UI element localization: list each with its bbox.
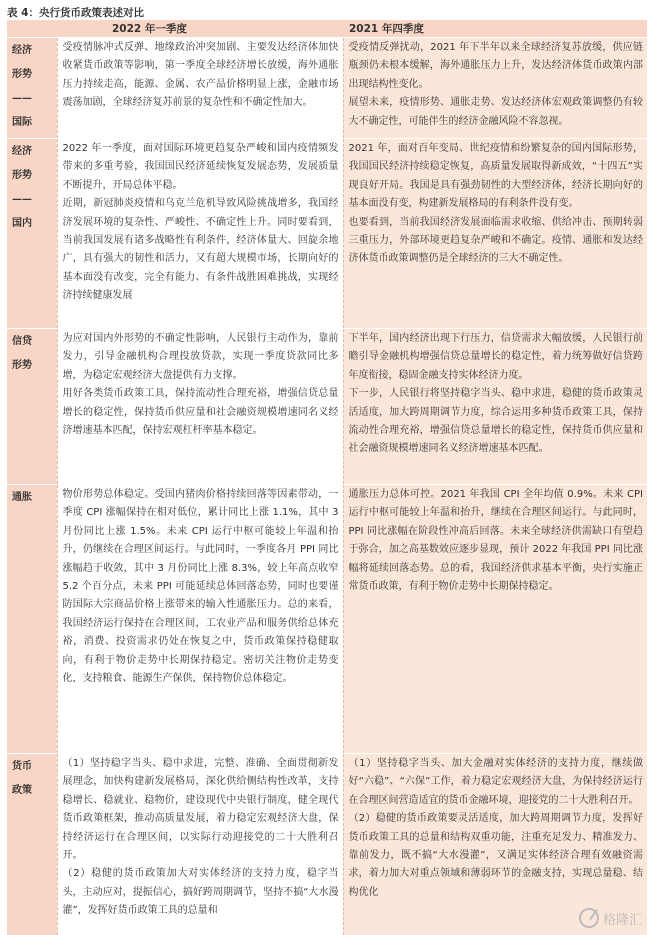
table-caption: 表 4：央行货币政策表述对比 xyxy=(7,5,144,20)
watermark-text: 格隆汇 xyxy=(603,909,642,928)
table-row xyxy=(7,754,647,935)
table-header-row xyxy=(7,20,647,38)
row-label-domestic-economy: 经济 形势 —— 国内 xyxy=(7,139,57,329)
table-row xyxy=(7,329,647,485)
cell-2022q1-inflation: 物价形势总体稳定。受国内猪肉价格持续回落等因素带动，一季度 CPI 涨幅保持在相对低位，累计同比上涨 1.1%，其中 3 月份同比上涨 1.5%。未来 CPI 运行中枢可能较上年温和抬升，仍继续在合理区间运行。与此同时，一季度各月 PPI 同比涨幅趋于收敛，其中 3 月份同比上涨 8.3%，较上年高点收窄 5.2 个百分点，未来 PPI 可能延续总体回落态势，同时也要谨防国际大宗商品价格上涨带来的输入性通胀压力。总的来看，我国经济运行保持在合理区间，工农业产品和服务供给总体充裕，消费、投资需求仍处在恢复之中，货币政策保持稳健取向，有利于物价走势中长期保持稳定。密切关注物价走势变化，支持粮食、能源生产保供，保持物价总体稳定。 xyxy=(57,485,343,754)
header-corner xyxy=(7,20,57,38)
header-2022q1: 2022 年一季度 xyxy=(57,20,343,38)
table-row xyxy=(7,38,647,139)
row-label-credit: 信贷 形势 xyxy=(7,329,57,485)
watermark xyxy=(579,908,642,928)
cell-2021q4-inflation: 通胀压力总体可控。2021 年我国 CPI 全年均值 0.9%。未来 CPI 运行中枢可能较上年温和抬升，继续在合理区间运行。与此同时，PPI 同比涨幅在阶段性冲高后回落。未来全球经济供需缺口有望趋于弥合，加之高基数效应逐步显现，预计 2022 年我国 PPI 同比涨幅将延续回落态势。总的看，我国经济供求基本平衡，央行实施正常货币政策，有利于物价走势中长期保持稳定。 xyxy=(343,485,647,754)
row-label-monetary-policy: 货币 政策 xyxy=(7,754,57,935)
cell-2022q1-policy: （1）坚持稳字当头、稳中求进，完整、准确、全面贯彻新发展理念，加快构建新发展格局，深化供给侧结构性改革，支持稳增长、稳就业、稳物价，建设现代中央银行制度，健全现代货币政策框架，推动高质量发展，着力稳定宏观经济大盘，保持经济运行在合理区间，以实际行动迎接党的二十大胜利召开。 （2）稳健的货币政策加大对实体经济的支持力度，稳字当头，主动应对，提振信心，搞好跨周期调节，坚持不搞“大水漫灌”，发挥好货币政策工具的总量和 xyxy=(57,754,343,935)
gelonghui-logo-icon xyxy=(579,908,599,928)
table-row xyxy=(7,485,647,754)
table-row xyxy=(7,139,647,329)
cell-2022q1-domestic: 2022 年一季度，面对国际环境更趋复杂严峻和国内疫情频发带来的多重考验，我国国民经济延续恢复发展态势，发展质量不断提升，开局总体平稳。 近期，新冠肺炎疫情和乌克兰危机导致风险挑战增多，我国经济发展环境的复杂性、严峻性、不确定性上升。同时要看到，当前我国发展有诸多战略性有利条件，经济体量大、回旋余地广，具有强大的韧性和活力，又有超大规模市场，长期向好的基本面没有改变，完全有能力、有条件战胜困难挑战，实现经济持续健康发展 xyxy=(57,139,343,329)
cell-2021q4-domestic: 2021 年，面对百年变局、世纪疫情和纷繁复杂的国内国际形势，我国国民经济持续稳定恢复，高质量发展取得新成效，“十四五”实现良好开局。我国是具有强劲韧性的大型经济体，经济长期向好的基本面没有变，构建新发展格局的有利条件没有变。 也要看到，当前我国经济发展面临需求收缩、供给冲击、预期转弱三重压力，外部环境更趋复杂严峻和不确定。疫情、通胀和发达经济体货币政策调整仍是全球经济的三大不确定性。 xyxy=(343,139,647,329)
header-2021q4: 2021 年四季度 xyxy=(343,20,647,38)
row-label-inflation: 通胀 xyxy=(7,485,57,754)
row-label-intl-economy: 经济 形势 —— 国际 xyxy=(7,38,57,139)
cell-2021q4-credit: 下半年，国内经济出现下行压力，信贷需求大幅放缓，人民银行前瞻引导金融机构增强信贷总量增长的稳定性，着力统筹做好信贷跨年度衔接，稳固金融支持实体经济力度。 下一步，人民银行将坚持稳字当头、稳中求进，稳健的货币政策灵活适度，加大跨周期调节力度，综合运用多种货币政策工具，保持流动性合理充裕，增强信贷总量增长的稳定性，保持货币供应量和社会融资规模增速同名义经济增速基本匹配。 xyxy=(343,329,647,485)
cell-2022q1-intl: 受疫情脉冲式反弹、地缘政治冲突加剧、主要发达经济体加快收紧货币政策等影响，第一季度全球经济增长放缓，海外通胀压力持续走高，能源、金属、农产品价格明显上涨，金融市场震荡加剧，全球经济复苏前景的复杂性和不确定性加大。 xyxy=(57,38,343,139)
cell-2021q4-intl: 受疫情反弹扰动，2021 年下半年以来全球经济复苏放缓，供应链瓶颈仍未根本缓解，海外通胀压力上升，发达经济体货币政策内部出现结构性变化。 展望未来，疫情形势、通胀走势、发达经济体宏观政策调整仍有较大不确定性，可能伴生的经济金融风险不容忽视。 xyxy=(343,38,647,139)
cell-2021q4-policy: （1）坚持稳字当头、加大金融对实体经济的支持力度，继续做好“六稳”、“六保”工作，着力稳定宏观经济大盘，为保持经济运行在合理区间营造适宜的货币金融环境，迎接党的二十大胜利召开。 （2）稳健的货币政策要灵活适度，加大跨周期调节力度，发挥好货币政策工具的总量和结构双重功能，注重充足发力、精准发力、靠前发力，既不搞“大水漫灌”，又满足实体经济合理有效融资需求，着力加大对重点领域和薄弱环节的金融支持，实现总量稳、结构优化 xyxy=(343,754,647,935)
cell-2022q1-credit: 为应对国内外形势的不确定性影响，人民银行主动作为，靠前发力，引导金融机构合理投放贷款，实现一季度贷款同比多增，为稳定宏观经济大盘提供有力支撑。 用好各类货币政策工具，保持流动性合理充裕，增强信贷总量增长的稳定性，保持货币供应量和社会融资规模增速同名义经济增速基本匹配，保持宏观杠杆率基本稳定。 xyxy=(57,329,343,485)
comparison-table xyxy=(7,20,647,935)
